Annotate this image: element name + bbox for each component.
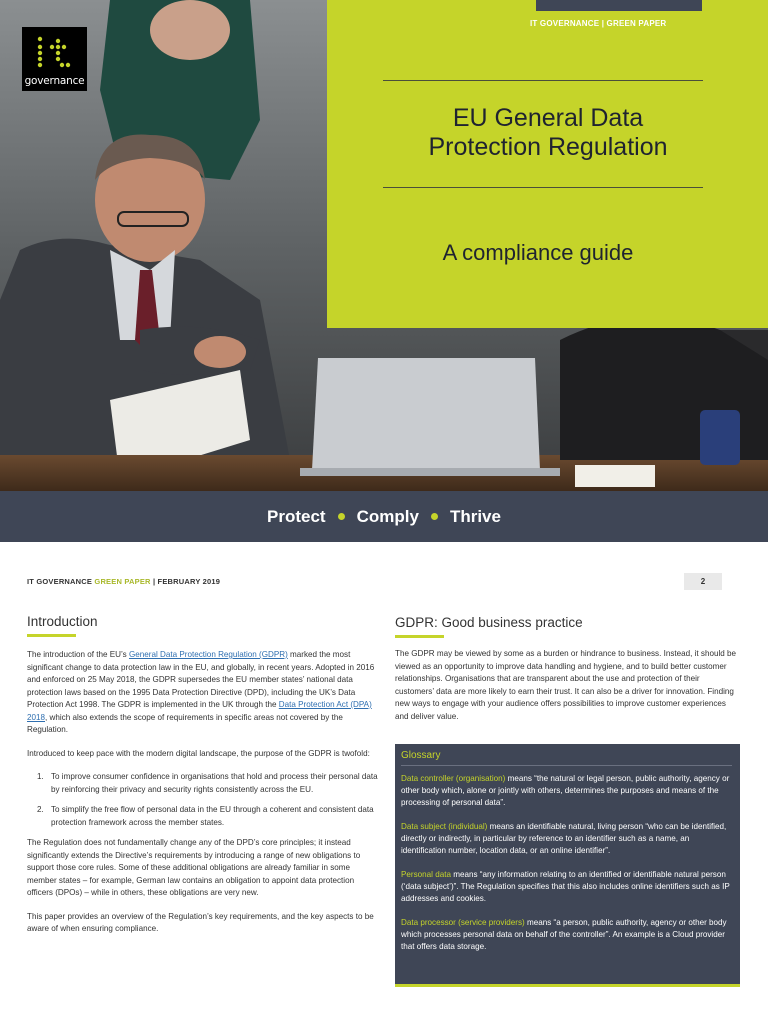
title-rule-top [383, 80, 703, 81]
intro-paragraph-4: This paper provides an overview of the Regulation’s key requirements, and the key aspects to be aware of when ensuring compliance. [27, 911, 374, 933]
bullet-icon [338, 513, 345, 520]
tagline-comply: Comply [356, 506, 419, 526]
list-item-text: To simplify the free flow of personal data in the EU through a coherent and consistent data protection framework across the member states. [51, 805, 374, 827]
list-item-number: 2. [37, 805, 44, 814]
glossary-term: Data subject (individual) [401, 822, 488, 831]
logo-wordmark: governance [24, 75, 85, 87]
title-tab [536, 0, 702, 11]
page-number: 2 [684, 573, 722, 590]
good-practice-heading-rule [395, 635, 444, 638]
introduction-body [27, 649, 379, 947]
list-item [27, 804, 379, 829]
page-header [27, 577, 220, 586]
it-governance-logo[interactable] [22, 27, 87, 91]
gdpr-link[interactable]: General Data Protection Regulation (GDPR) [128, 650, 288, 659]
good-practice-heading: GDPR: Good business practice [395, 615, 583, 630]
glossary-rule [401, 765, 732, 766]
dpa-2018-link[interactable]: Data Protection Act (DPA) 2018 [27, 700, 372, 722]
introduction-heading: Introduction [27, 614, 98, 629]
cover-title-line-1: EU General Data [452, 104, 644, 132]
glossary-definition: means “the natural or legal person, public authority, agency or other body which, alone or jointly with others, determines the purposes and means of the processing of personal data”. [401, 774, 730, 807]
glossary-item [401, 869, 732, 905]
glossary-term: Data controller (organisation) [401, 774, 506, 783]
cover-subtitle: A compliance guide [442, 240, 634, 265]
glossary-item [401, 821, 732, 857]
glossary-term: Personal data [401, 870, 451, 879]
it-logo-mark-icon [34, 35, 76, 71]
list-item-number: 1. [37, 772, 44, 781]
glossary-term: Data processor (service providers) [401, 918, 525, 927]
glossary-definition: means an identifiable natural, living person “who can be identified, directly or indirectly, in particular by reference to an identifier such as a name, an identification number, location data, or an online identifier”. [401, 822, 727, 855]
intro-paragraph-3: The Regulation does not fundamentally change any of the DPD’s core principles; it instead significantly extends the Directive’s requirements by introducing a range of new obligations to support those core rules. Some of these additional obligations are already familiar in some member states – for example, German law contains an obligation to appoint data protection officers (DPOs) – while in others, these obligations are very new. [27, 838, 361, 897]
list-item [27, 771, 379, 796]
cover-title-line-2: Protection Regulation [428, 133, 668, 161]
cover-page [0, 0, 768, 491]
glossary-item [401, 773, 732, 809]
glossary-box [395, 744, 740, 984]
purpose-list [27, 771, 379, 829]
intro-p1-text-b: marked the most significant change to data protection law in the EU, and globally, in recent years. Adopted in 2016 and enforced on 25 May 2018, the GDPR supersedes the EU member states’ national data protection laws based on the 1995 Data Protection Directive (DPD), including the UK’s Data Protection Act 1998. The GDPR is implemented in the UK through the [27, 650, 375, 709]
intro-paragraph-1 [27, 649, 379, 737]
tagline-thrive: Thrive [449, 506, 501, 526]
glossary-definition: means “a person, public authority, agency or other body which processes personal data on behalf of the controller”. An example is a Cloud provider that offers data storage. [401, 918, 727, 951]
tagline-protect: Protect [267, 506, 326, 526]
intro-p1-text-c: , which also extends the scope of requirements in specific areas not covered by the Regulation. [27, 712, 343, 734]
good-practice-body: The GDPR may be viewed by some as a burden or hindrance to business. Instead, it should be viewed as an opportunity to improve data handling and hygiene, and to build better customer relationships. Organisations that are transparent about the use and protection of their customers’ data are more likely to earn their trust. It can also be a driver for innovation. Finding new ways to engage with your audience offers possibilities to improve customer experiences and deliver value. [395, 649, 737, 721]
bullet-icon [431, 513, 438, 520]
glossary-heading: Glossary [401, 750, 441, 761]
introduction-heading-rule [27, 634, 76, 637]
glossary-definition: means “any information relating to an identified or identifiable natural person (‘data subject’)”. The Regulation specifies that this also includes online identifiers such as IP addresses and cookies. [401, 870, 730, 903]
header-brand: IT GOVERNANCE [27, 577, 93, 586]
header-date: | FEBRUARY 2019 [152, 577, 221, 586]
list-item-text: To improve consumer confidence in organisations that hold and process their personal data by reinforcing their privacy and security rights consistently across the EU. [51, 772, 378, 794]
cover-title [383, 104, 713, 162]
intro-paragraph-2: Introduced to keep pace with the modern digital landscape, the purpose of the GDPR is twofold: [27, 748, 370, 758]
tagline-banner [0, 491, 768, 542]
glossary-accent-strip [395, 984, 740, 987]
glossary-item [401, 917, 732, 953]
intro-p1-text-a: The introduction of the EU’s [27, 650, 129, 659]
title-panel [327, 0, 768, 328]
cover-kicker: IT GOVERNANCE | GREEN PAPER [530, 19, 667, 28]
header-series: GREEN PAPER [94, 577, 151, 586]
title-rule-bottom [383, 187, 703, 188]
